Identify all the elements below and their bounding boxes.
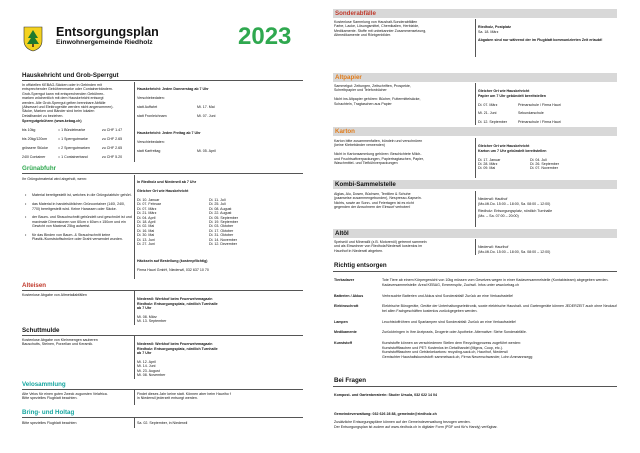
kombi-text: Alglas, Alu, Dosen, Büchsen, Textilien & Schuhe (paarweise zusammengebunden), Nespresso-Kapseln. Nichts, sowie an Sonn- und Feiertagen ist es nicht gegenden der Anwohnern der Einwurf verboten! — [334, 192, 422, 210]
bring-text: Bitte spezielles Flugblatt beachten — [22, 421, 77, 425]
table-row: Elektroschrott Elektrische Bürogeräte, Geräte der Unterhaltungselektronik, sowie elektrische Haushalt- und Gartengeräte können JEDERZEIT auch ohne Neukauf bei allen Fachgeschäften kostenlos zurückgegeben werden. — [334, 304, 617, 313]
altpapier-title: Altpapier — [333, 73, 617, 82]
sonder-text: Kostenlose Sammlung von Haushalt-Sonderabfällen Farbe, Lacke, Lösungsmittel, Chemikalien, Herbizide, Medikamente. Stoffe mit unbekannter Zusammensetzung, Altmedikamente und Röntgenbilder. — [334, 20, 427, 38]
table-row: Tierkadaver Tote Tiere ab einem Körpergewicht von 10kg müssen vom Gesetzes wegen in einer Kadaversammelstelle (Kontaktsteam) abgegeben werden. Kadaversammelstelle: Areal KEBAG, Emmenspitz, Zuchwil. Infos unter www.kebag.ch — [334, 278, 609, 287]
bring-title: Bring- und Holtag — [22, 409, 75, 416]
kombi-title: Kombi-Sammelstelle — [333, 180, 617, 189]
altpapier-info: Gleicher Ort wie Hauskehricht Papier um 7 Uhr gebündelt bereitstellen Di. 07. März Primarschule / Firma Hauri Mi. 21. Juni Sekundarschule Di. 12. September Primarschule / Firma Hauri — [478, 89, 561, 125]
richtig-title: Richtig entsorgen — [334, 262, 387, 269]
altoel-text: Speiseöl und Mineralöl (z.B. Motorenöl) getrennt sammeln und als Einwohner von Riedholz/Niederwil kostenlos im Haurihof in Niederwil abgeben. — [334, 240, 427, 253]
rate-row: grössere Stücke = 2 Sperrgutmarken zu CHF 2.65 — [22, 146, 123, 151]
gruen-intro: Ihr Grüngutmaterial wird abgeholt, wenn: — [22, 177, 87, 181]
altoel-info: Niederwil: Haurihof (Mo-Mi.Do. 15:00 – 18:00, Sa. 08:00 – 12:00) — [478, 245, 551, 254]
page-subtitle: Einwohnergemeinde Riedholz — [56, 39, 153, 46]
alteisen-title: Alteisen — [22, 282, 47, 289]
gruen-title: Grünabfuhr — [22, 165, 57, 172]
list-item: • für das Binden von Baum- & Strauchschnitt keine Plastik-/Kunststoffschnüre oder Draht verwendet wurden. — [24, 233, 132, 242]
haus-text: In offiziellen KEBAG-Säcken oder in Gebinden mit entsprechender Gebührenmarke oder Containerbändern. Grob-Sperrgut kann mit entsprechenden Gebühren- marken wöchentlich mit dem Hauskehricht entsorgt werden. Alle Grob-Sperrgut gelten brennbare Abfälle (Altsessel und Elektrogeräte werden nicht angenommen). Säcke, Marken und Bänder sind beim lokalen Detailhandel zu beziehen. — [22, 83, 114, 118]
velo-text: Alte Velos für einen guten Zweck zugunsten Velafrica. Bitte spezielles Flugblatt beachten. — [22, 392, 108, 401]
richtig-table — [334, 274, 618, 363]
haus-rates — [22, 124, 134, 164]
kombi-info: Niederwil: Hauthof (Mo-Mi.Do. 15:00 – 18:00, Sa. 08:00 – 12:00) Riedholz: Entsorgungsplatz, nördlich Turnhalle (Mo. – Sa. 07:00 – 20:00) — [478, 197, 553, 218]
alteisen-info: Niederwil: Werkhof beim Feuerwehrmagazin Riedholz: Entsorgungsplatz, nördlich Turnhalle ab 7 Uhr Mi. 08. März Mi. 13. September — [137, 297, 218, 324]
rate-row: 240l Container = 1 Containerband zu CHF 5.20 — [22, 154, 123, 159]
karton-text: Karton bitte zusammenfalten, bündeln und verschnüren (keine Klebebänder verwenden) Nicht in Kartonsammlung gehören: Beschichtete Milch- und Fruchtsaftverpackungen, Papiertragtaschen, Papier, Waschmittel- und Tiefkühlverpackungen — [334, 139, 424, 166]
karton-info: Gleicher Ort wie Hauskehricht Karton um 7 Uhr gebündelt bereitstellen Di. 17. Januar Di. 04. Juli Di. 28. März Di. 26. September Di. 09. Mai Di. 07. November — [478, 144, 559, 171]
schutt-text: Kostenlose Abgabe von Kleinmengen sauberen Bauschutts, Steinen, Porzellan und Keramik. — [22, 338, 98, 347]
rate-row: bis 10kg = 1 Bündelmarke zu CHF 1.47 — [22, 128, 123, 133]
altpapier-text: Sammelgut: Zeitungen, Zeitschriften, Prospekte, Schreibpapier und Telefonbücher Nicht ins Altpapier gehören: Bücher, Futtermittelsäcke, Schachteln, Tragtaschen aus Papier — [334, 84, 421, 106]
page-title: Entsorgungsplan — [56, 25, 159, 39]
list-item: • der Baum- und Strauchschnitt gebündelt und geschnürt ist und maximale Dimensionen von 60cm x 60cm x 150cm und ein Gewicht von Maximal 25kg aufweist. — [24, 215, 132, 228]
altoel-title: Altöl — [333, 229, 617, 238]
table-row: Batterien / Akkus Verbrauchte Batterien und Akkus sind Sonderabfall! Zurück an eine Verkaufsstelle! — [334, 293, 514, 298]
bring-right: Sa. 02. September, in Niederwil — [137, 421, 188, 425]
haus-schedule: Hauskehricht: Jeden Donnerstag ab 7 Uhr Verschiebedaten: statt Auffahrt Mi. 17. Mai statt Fronleichnam Mi. 07. Juni Hauskehricht: Jeden Freitag ab 7 Uhr Verschiebedaten: statt Karfreitag Mi. 05. April — [137, 87, 216, 153]
fragen-title: Bei Fragen — [334, 377, 366, 384]
haus-rates-title: Sperrgutgebühren (www.kebag.ch) — [22, 119, 82, 123]
list-item: • das Material in handelsüblichen Grüncontainer (140l, 240l, 770l) bereitgestellt wird. Keine Harassen oder Säcke. — [24, 202, 132, 211]
fragen-info: Kompost- und Gartenberaterin: Studer Ursula, 032 622 14 04 Gemeindeverwaltung: 032 626 28 88, gemeinde@riedholz.ch Zusätzliche Entsorgungspläne können auf der Gemeindeverwaltung bezogen werden. Der Entsorgungsplan ist zudem auf www.riedholz.ch in digitaler Form (PDF und für's Handy) verfügbar. — [334, 393, 498, 429]
haus-title: Hauskehricht und Grob-Sperrgut — [22, 72, 119, 79]
velo-right: Findet dieses Jahr keine statt. Können aber beim Hauriho f in Niederwil jederzeit entsorgt werden. — [137, 392, 231, 401]
sonder-info: Riedholz, Postplatz Sa. 18. März Abgaben sind nur während der im Flugblatt kommunizierten Zeit erlaubt! — [478, 25, 603, 43]
schutt-info: Niederwil: Werkhof beim Feuerwehrmagazin Riedholz: Entsorgungsplatz, nördlich Turnhalle ab 7 Uhr Mi. 12. April Mi. 14. Juni Mi. 23. August Mi. 08. November — [137, 342, 218, 378]
schutt-title: Schuttmulde — [22, 327, 60, 334]
table-row: Kunststoff Kunststoffe können an verschiedenen Stellen dem Recyclingprozess zugeführt werden: Kunststoffflaschen und PET: Kostenlos im Detailhandel (Migros, Coop, etc.). Kunststoffflaschen und Getränkekartons: recycling-sack.ch, Haurihof, Niederwil Gemischter Haushaltskunststoff: sammelsack.ch, Firma Neuenschwander, Lohn Ammannsegg — [334, 341, 533, 359]
karton-title: Karton — [333, 127, 617, 136]
alteisen-text: Kostenlose Abgabe von Altmetallabfällen — [22, 293, 87, 297]
gruen-dates: In Riedholz und Niederwil ab 7 Uhr Gleicher Ort wie Hauskehricht Di. 10. Januar Di. 11. Juli Di. 07. Februar Di. 25. Juli Di. 07. März Di. 08. August Di. 21. März Di. 22. August Di. 04. April Di. 05. September Di. 18. April Di. 19. September Di. 02. Mai Di. 03. Oktober Di. 16. Mai Di. 17. Oktober Di. 30. Mai Di. 31. Oktober Di. 13. Juni Di. 14. November Di. 27. Juni Di. 12. Dezember Häckseln auf Bestellung (kostenpflichtig) Firma Hauri GmbH, Niederwil, 032 637 10 70 — [137, 180, 238, 273]
table-row: Lampen Leuchtstoffröhren und Sparlampen sind Sonderabfall: Zurück an eine Verkaufsstelle! — [334, 319, 517, 324]
logo — [23, 26, 43, 52]
gruen-list — [24, 189, 132, 246]
rate-row: bis 20kg/120cm = 1 Sperrgutmarke zu CHF 2.65 — [22, 137, 123, 142]
year: 2023 — [238, 23, 292, 50]
sonder-title: Sonderabfälle — [333, 9, 617, 18]
table-row: Medikamente Zurückbringen in Ihre Arztpraxis, Drogerie oder Apotheke. Alternative: Siehe Sonderabfälle. — [334, 330, 527, 335]
velo-title: Velosammlung — [22, 381, 66, 388]
list-item: • Material bereitgestellt ist, welches in die Grüngutabfuhr gehört. — [24, 193, 132, 197]
